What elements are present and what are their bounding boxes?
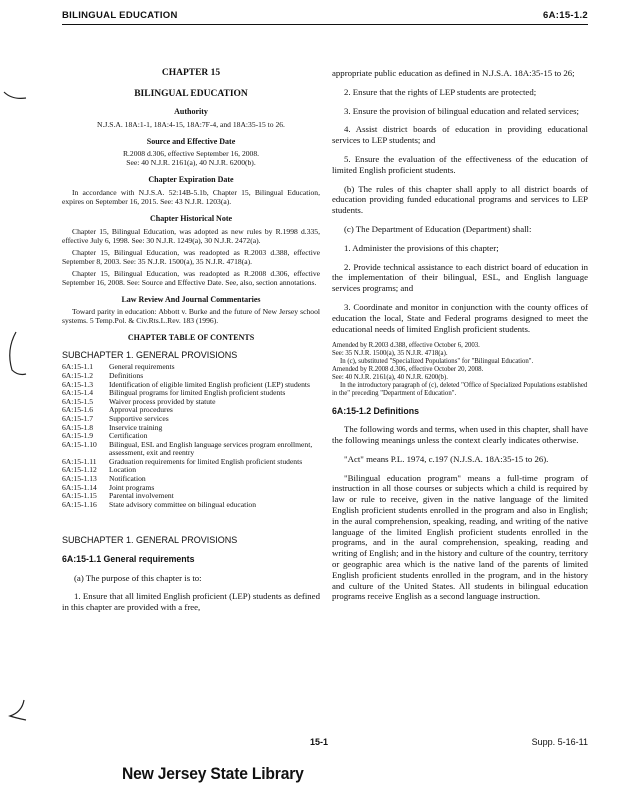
- amendment-note: See: 40 N.J.R. 2161(a), 40 N.J.R. 6200(b).: [332, 373, 448, 381]
- amendment-note: See: 35 N.J.R. 1500(a), 35 N.J.R. 4718(a).: [332, 350, 448, 358]
- toc-entry-title: Inservice training: [109, 422, 163, 432]
- expiration-heading: Chapter Expiration Date: [148, 175, 234, 185]
- toc-entry: [62, 458, 320, 467]
- toc-entry-title: Bilingual, ESL and English language services program enrollment, assessment, exit and reentry: [109, 439, 313, 458]
- toc-entry-title: Parental involvement: [109, 491, 174, 501]
- law-review-text: Toward parity in education: Abbott v. Burke and the future of New Jersey school systems. 5 Temp.Pol. & Civ.Rts.L.Rev. 183 (1996).: [62, 307, 320, 326]
- toc-entry-number: 6A:15-1.7: [62, 413, 94, 423]
- amendment-note: Amended by R.2008 d.306, effective October 20, 2008.: [332, 366, 484, 374]
- paragraph: 1. Ensure that all limited English proficient (LEP) students as defined in this chapter are provided with a free,: [62, 591, 320, 613]
- toc-entry-number: 6A:15-1.1: [62, 362, 94, 372]
- toc-entry: [62, 406, 320, 415]
- toc-entry-number: 6A:15-1.4: [62, 388, 94, 398]
- section-heading: 6A:15-1.2 Definitions: [332, 405, 420, 416]
- margin-bracket-icon: [2, 330, 28, 380]
- library-stamp: New Jersey State Library: [122, 764, 304, 783]
- amendment-note: Amended by R.2003 d.388, effective October 6, 2003.: [332, 342, 480, 350]
- toc-entry-number: 6A:15-1.3: [62, 379, 94, 389]
- source-text: R.2008 d.306, effective September 16, 2008. See: 40 N.J.R. 2161(a), 40 N.J.R. 6200(b).: [122, 149, 260, 168]
- paragraph: (c) The Department of Education (Department) shall:: [344, 223, 532, 234]
- toc-entry-number: 6A:15-1.16: [62, 499, 97, 509]
- paragraph: appropriate public education as defined in N.J.S.A. 18A:35-15 to 26;: [332, 68, 575, 78]
- toc-entry: [62, 441, 320, 458]
- header-title: BILINGUAL EDUCATION: [62, 10, 178, 21]
- paragraph: The following words and terms, when used in this chapter, shall have the following meanings unless the context clearly indicates otherwise.: [332, 424, 588, 446]
- toc-entry: [62, 424, 320, 433]
- toc-entry-title: Joint programs: [109, 482, 155, 492]
- toc-entry: [62, 484, 320, 493]
- toc-entry-title: Notification: [109, 474, 146, 484]
- toc-entry-number: 6A:15-1.6: [62, 405, 94, 415]
- page-number: 15-1: [310, 737, 329, 747]
- history-note: Chapter 15, Bilingual Education, was readopted as R.2008 d.306, effective September 16, 2008. See: Source and Effective Date. See, also, section annotations.: [62, 268, 320, 287]
- subchapter-heading: SUBCHAPTER 1. GENERAL PROVISIONS: [62, 535, 238, 546]
- toc-entry-title: Approval procedures: [109, 405, 173, 415]
- toc-entry-title: Waiver process provided by statute: [109, 396, 216, 406]
- header-section: 6A:15-1.2: [543, 10, 588, 21]
- right-column: [332, 68, 588, 610]
- toc-entry-number: 6A:15-1.5: [62, 396, 94, 406]
- paragraph: 3. Ensure the provision of bilingual education and related services;: [344, 105, 580, 116]
- toc-entry-title: Graduation requirements for limited English proficient students: [109, 456, 303, 466]
- toc-entry-number: 6A:15-1.14: [62, 482, 97, 492]
- toc-entry-number: 6A:15-1.10: [62, 439, 97, 449]
- toc-heading: CHAPTER TABLE OF CONTENTS: [127, 333, 255, 343]
- toc-entry-number: 6A:15-1.8: [62, 422, 94, 432]
- paragraph: (a) The purpose of this chapter is to:: [74, 572, 202, 583]
- chapter-number: CHAPTER 15: [161, 68, 221, 78]
- history-note: Chapter 15, Bilingual Education, was adopted as new rules by R.1998 d.335, effective July 6, 1998. See: 30 N.J.R. 1249(a), 30 N.J.R. 2472(a).: [62, 226, 320, 245]
- law-review-heading: Law Review And Journal Commentaries: [121, 294, 261, 304]
- toc-entry: [62, 415, 320, 424]
- paragraph: 4. Assist district boards of education in providing educational services to LEP students; and: [332, 124, 588, 146]
- authority-heading: Authority: [174, 107, 208, 117]
- paragraph: 2. Ensure that the rights of LEP students are protected;: [344, 86, 537, 97]
- toc-entry-title: Location: [109, 465, 136, 475]
- toc-entry: [62, 363, 320, 372]
- chapter-title: BILINGUAL EDUCATION: [134, 88, 248, 99]
- paragraph: 5. Ensure the evaluation of the effectiveness of the education of limited English proficient students.: [332, 153, 588, 175]
- toc-entry-number: 6A:15-1.15: [62, 491, 97, 501]
- toc-entry-number: 6A:15-1.11: [62, 456, 97, 466]
- toc-entry: [62, 398, 320, 407]
- toc-entry-title: Supportive services: [109, 413, 169, 423]
- supplement-date: Supp. 5-16-11: [531, 737, 588, 747]
- paragraph: "Act" means P.L. 1974, c.197 (N.J.S.A. 18A:35-15 to 26).: [344, 453, 549, 464]
- toc-entry-number: 6A:15-1.13: [62, 474, 97, 484]
- section-heading: 6A:15-1.1 General requirements: [62, 554, 195, 565]
- toc-subchapter: SUBCHAPTER 1. GENERAL PROVISIONS: [62, 349, 238, 360]
- left-column: [62, 68, 320, 621]
- toc-entry-title: State advisory committee on bilingual education: [109, 499, 256, 509]
- authority-text: N.J.S.A. 18A:1-1, 18A:4-15, 18A:7F-4, and 18A:35-15 to 26.: [97, 119, 285, 129]
- paragraph: 1. Administer the provisions of this chapter;: [344, 242, 499, 253]
- table-of-contents: [62, 363, 320, 509]
- margin-mark-icon: [2, 90, 28, 102]
- amendment-note: In the introductory paragraph of (c), deleted "Office of Specialized Populations established in the" preceding "Department of Education".: [332, 381, 588, 397]
- amendment-note: In (c), substituted "Specialized Populations" for "Bilingual Education".: [340, 358, 534, 366]
- toc-entry-number: 6A:15-1.12: [62, 465, 97, 475]
- header-rule: [62, 24, 588, 25]
- margin-bracket-icon: [2, 698, 28, 722]
- toc-entry: [62, 475, 320, 484]
- paragraph: 3. Coordinate and monitor in conjunction with the county offices of education the local, State and Federal programs designed to meet the educational needs of limited English proficient students.: [332, 301, 588, 334]
- expiration-text: In accordance with N.J.S.A. 52:14B-5.1b, Chapter 15, Bilingual Education, expires on September 16, 2015. See: 43 N.J.R. 1203(a).: [62, 187, 320, 206]
- paragraph: "Bilingual education program" means a full-time program of instruction in all those courses or subjects which a child is required by law or rule to receive, given in the native language of the limited English proficient students enrolled in the program and also in English; in the aural comprehension, speaking, reading, and writing of the native language of the limited English proficient students enrolled in the programs, and in the aural comprehension, speaking, reading and writing of English; and in the history and culture of the country, territory or geographic area which is the native land of the parents of limited English proficient students enrolled in the program, and in the history and culture of the United States. All students in bilingual education programs receive English as a second language instruction.: [332, 472, 588, 602]
- source-heading: Source and Effective Date: [146, 136, 236, 146]
- toc-entry-number: 6A:15-1.9: [62, 431, 94, 441]
- history-heading: Chapter Historical Note: [149, 213, 233, 223]
- toc-entry-title: Certification: [109, 431, 148, 441]
- paragraph: 2. Provide technical assistance to each district board of education in the implementation of their bilingual, ESL, and English language services programs; and: [332, 261, 588, 294]
- toc-entry-title: Bilingual programs for limited English proficient students: [109, 388, 286, 398]
- paragraph: (b) The rules of this chapter shall apply to all district boards of education providing funded educational programs and services to LEP students.: [332, 183, 588, 216]
- toc-entry: [62, 466, 320, 475]
- toc-entry: [62, 501, 320, 510]
- toc-entry-title: Identification of eligible limited English proficient (LEP) students: [109, 379, 310, 389]
- amendment-notes: [332, 342, 588, 397]
- running-header: [62, 10, 588, 24]
- toc-entry-title: Definitions: [109, 370, 144, 380]
- toc-entry-number: 6A:15-1.2: [62, 370, 94, 380]
- toc-entry-title: General requirements: [109, 362, 175, 372]
- history-note: Chapter 15, Bilingual Education, was readopted as R.2003 d.388, effective September 8, 2003. See: 35 N.J.R. 1500(a), 35 N.J.R. 4718(a).: [62, 247, 320, 266]
